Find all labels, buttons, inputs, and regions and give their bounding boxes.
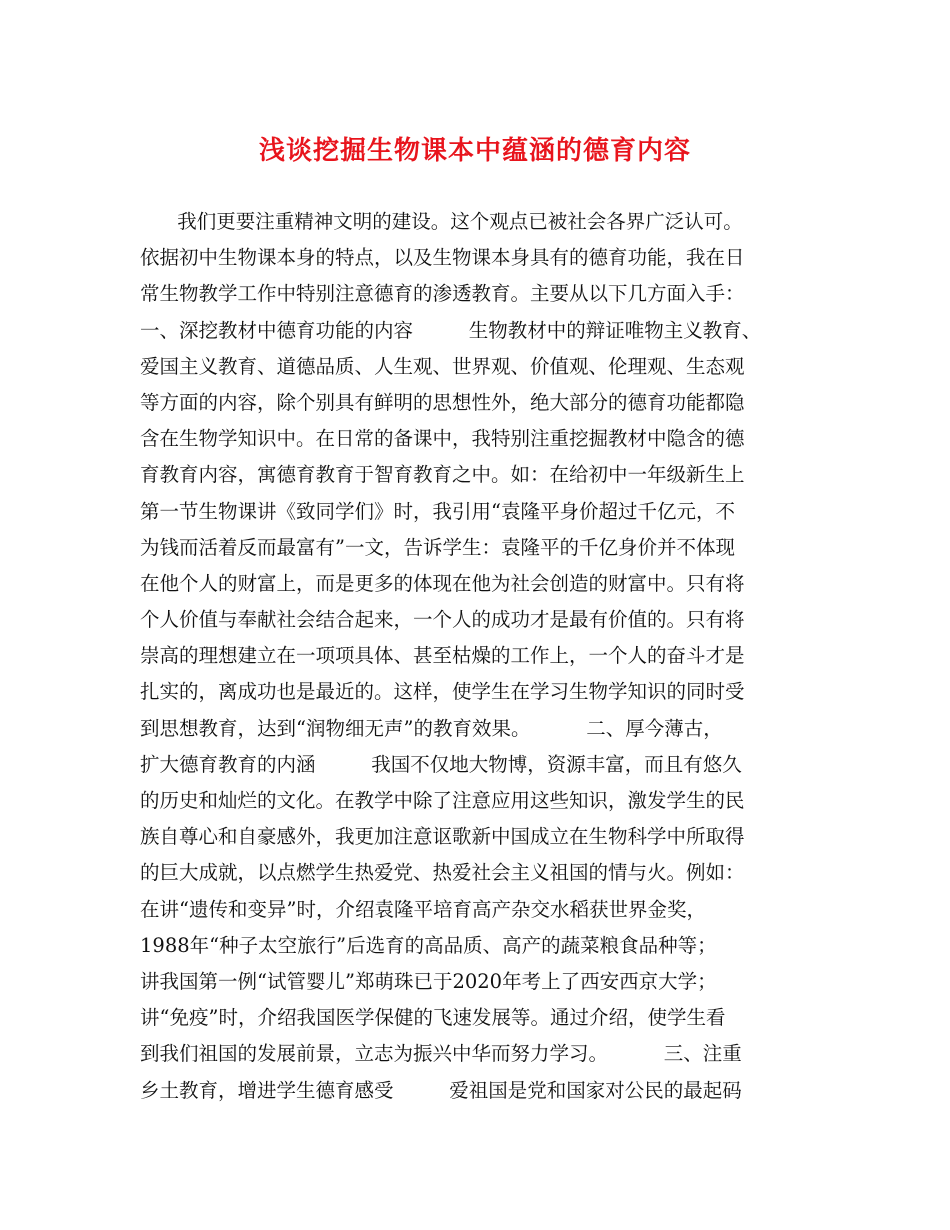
body-line: 常生物教学工作中特别注意德育的渗透教育。主要从以下几方面入手： xyxy=(140,282,745,306)
body-line: 第一节生物课讲《致同学们》时，我引用“袁隆平身价超过千亿元，不 xyxy=(140,499,735,523)
body-line: 讲我国第一例“试管婴儿”郑萌珠已于2020年考上了西安西京大学； xyxy=(140,969,717,993)
body-line: 在他个人的财富上，而是更多的体现在他为社会创造的财富中。只有将 xyxy=(140,571,745,595)
body-line: 的历史和灿烂的文化。在教学中除了注意应用这些知识，激发学生的民 xyxy=(140,789,745,812)
body-line: 一、深挖教材中德育功能的内容 生物教材中的辩证唯物主义教育、 xyxy=(140,318,762,342)
document-title: 浅谈挖掘生物课本中蕴涵的德育内容 xyxy=(258,136,691,166)
body-line: 1988年“种子太空旅行”后选育的高品质、高产的蔬菜粮食品种等； xyxy=(140,933,717,957)
body-line: 扎实的，离成功也是最近的。这样，使学生在学习生物学知识的同时受 xyxy=(140,680,745,704)
body-line: 扩大德育教育的内涵 我国不仅地大物博，资源丰富，而且有悠久 xyxy=(140,752,742,776)
body-line: 含在生物学知识中。在日常的备课中，我特别注重挖掘教材中隐含的德 xyxy=(140,427,745,451)
body-line: 到我们祖国的发展前景，立志为振兴中华而努力学习。 三、注重 xyxy=(140,1042,742,1066)
body-line: 在讲“遗传和变异”时，介绍袁隆平培育高产杂交水稻获世界金奖， xyxy=(140,897,706,921)
body-line: 依据初中生物课本身的特点，以及生物课本身具有的德育功能，我在日 xyxy=(140,246,745,270)
body-line: 到思想教育，达到“润物细无声”的教育效果。 二、厚今薄古， xyxy=(140,716,723,740)
body-line: 崇高的理想建立在一项项具体、甚至枯燥的工作上，一个人的奋斗才是 xyxy=(140,644,745,668)
body-line: 乡土教育，增进学生德育感受 爱祖国是党和国家对公民的最起码 xyxy=(140,1078,742,1102)
body-line: 族自尊心和自豪感外，我更加注意讴歌新中国成立在生物科学中所取得 xyxy=(140,825,745,849)
body-line: 爱国主义教育、道德品质、人生观、世界观、价值观、伦理观、生态观 xyxy=(140,354,745,378)
body-line: 为钱而活着反而最富有”一文，告诉学生：袁隆平的千亿身价并不体现 xyxy=(140,535,735,559)
body-line: 个人价值与奉献社会结合起来，一个人的成功才是最有价值的。只有将 xyxy=(140,608,745,632)
document-body xyxy=(140,204,840,1109)
body-line: 讲“免疫”时，介绍我国医学保健的飞速发展等。通过介绍，使学生看 xyxy=(140,1006,726,1030)
body-line: 的巨大成就，以点燃学生热爱党、热爱社会主义祖国的情与火。例如： xyxy=(140,861,745,885)
body-line: 育教育内容，寓德育教育于智育教育之中。如：在给初中一年级新生上 xyxy=(140,463,745,487)
body-line: 我们更要注重精神文明的建设。这个观点已被社会各界广泛认可。 xyxy=(140,210,743,233)
body-line: 等方面的内容，除个别具有鲜明的思想性外，绝大部分的德育功能都隐 xyxy=(140,390,745,414)
